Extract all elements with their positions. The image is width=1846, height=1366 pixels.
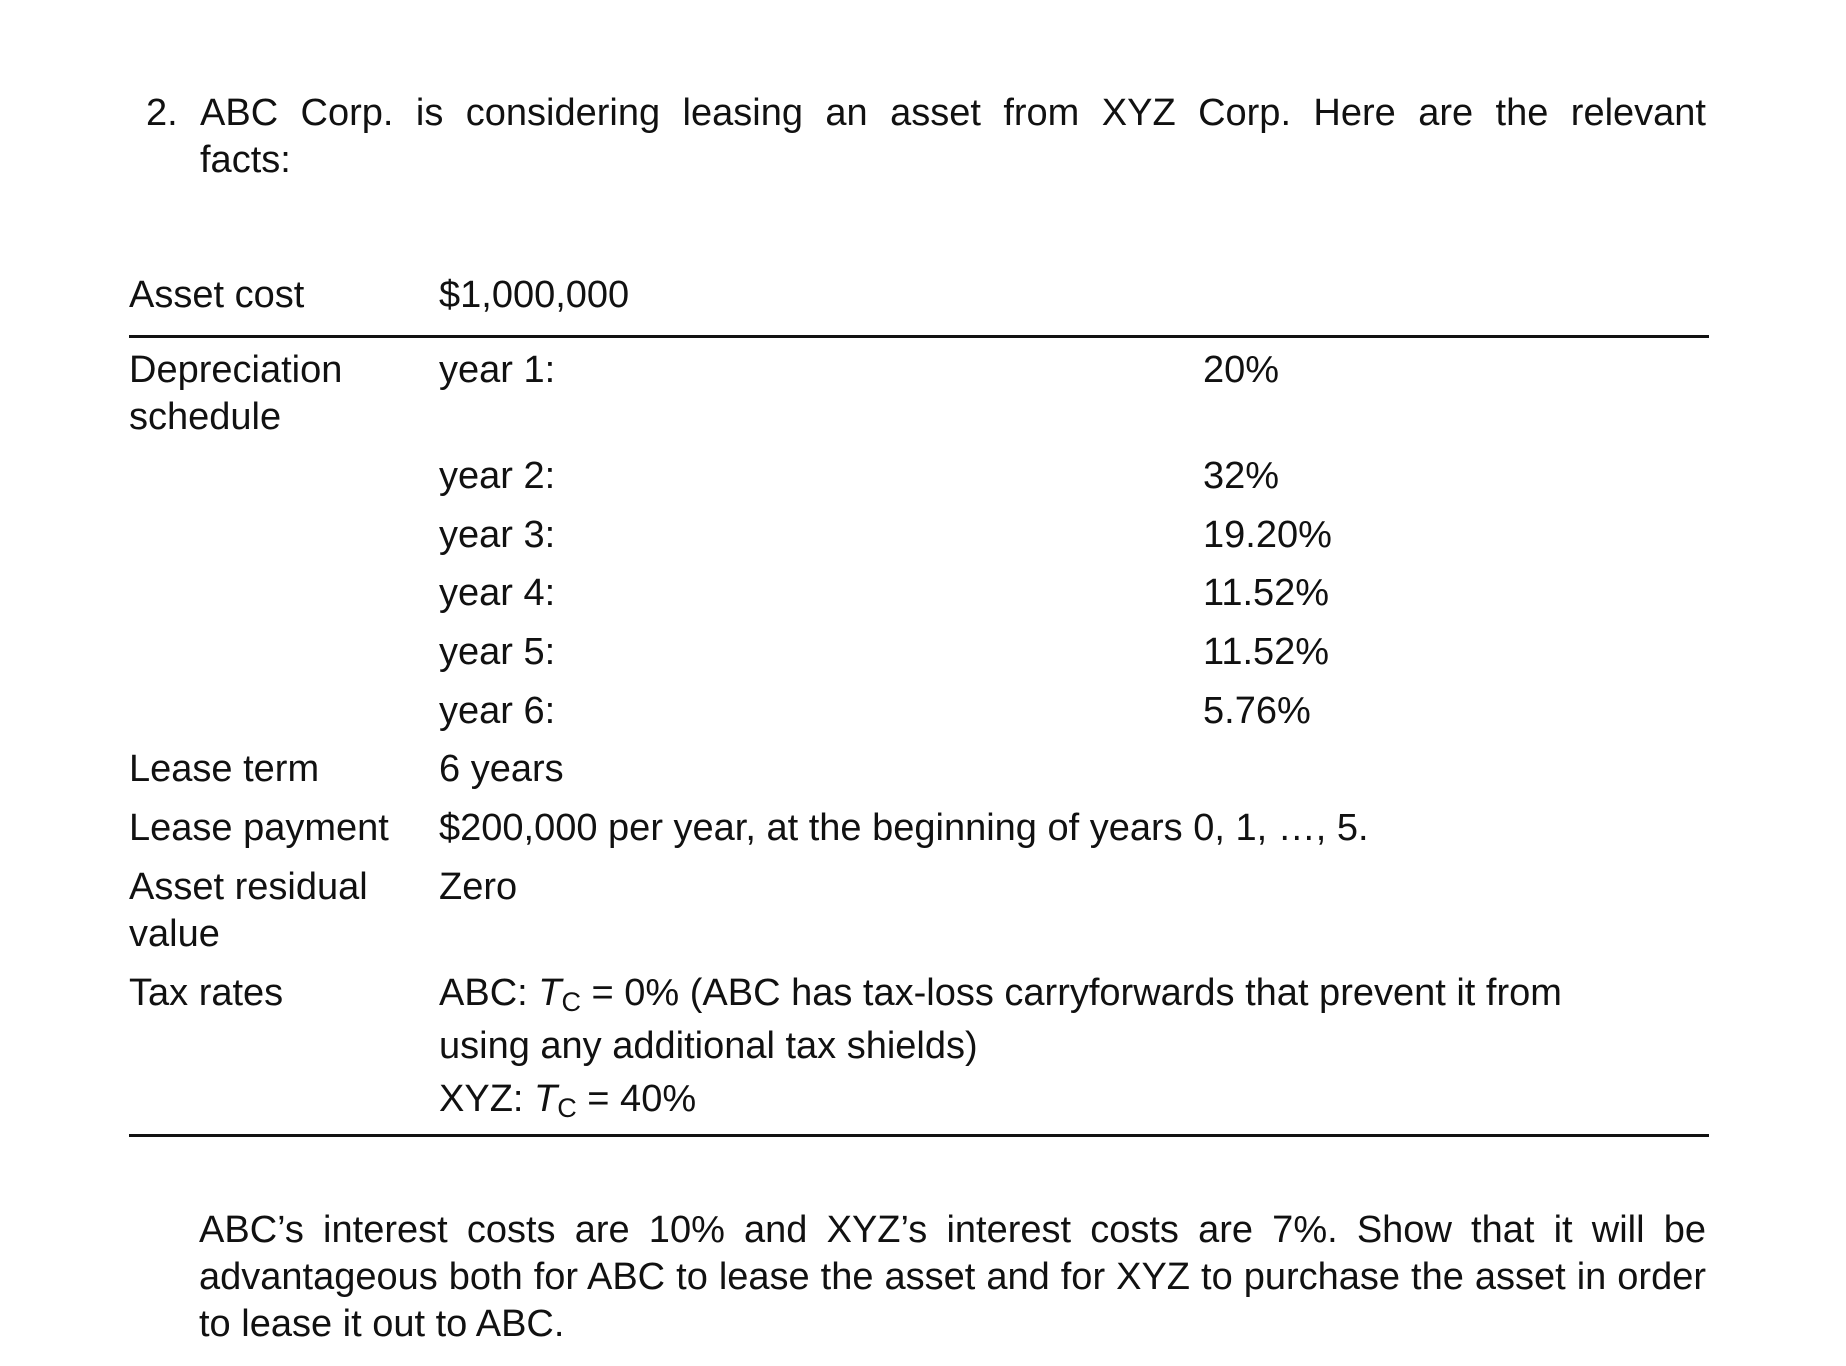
depreciation-label-line2: schedule (129, 396, 282, 438)
tax-symbol-t: T (534, 1078, 558, 1120)
residual-label (129, 864, 429, 958)
tax-xyz-prefix: XYZ: (439, 1078, 535, 1120)
tax-symbol (534, 1078, 577, 1123)
depreciation-year: year 3: (439, 514, 556, 556)
table-bottom-rule (129, 1134, 1709, 1137)
depreciation-year: year 2: (439, 455, 556, 497)
depreciation-label-line1: Depreciation (129, 349, 343, 391)
depreciation-pct: 11.52% (1203, 572, 1330, 614)
tax-symbol (538, 972, 581, 1017)
question-intro-line1: ABC Corp. is considering leasing an asset from XYZ Corp. Here are the relevant (200, 92, 1706, 134)
tax-abc-rate-line2: using any additional tax shields) (439, 1025, 978, 1067)
closing-paragraph: ABC’s interest costs are 10% and XYZ’s interest costs are 7%. Show that it will be advantageous both for ABC to lease the asset and for XYZ to purchase the asset in order to lease it out to ABC. (199, 1209, 1706, 1345)
lease-term-label: Lease term (129, 748, 320, 790)
asset-cost-value: $1,000,000 (439, 274, 630, 316)
depreciation-pct: 32% (1203, 455, 1280, 497)
tax-symbol-subscript: C (561, 987, 581, 1017)
depreciation-pct: 5.76% (1203, 690, 1311, 732)
depreciation-pct: 19.20% (1203, 514, 1332, 556)
depreciation-year: year 1: (439, 349, 556, 391)
depreciation-pct: 11.52% (1203, 631, 1330, 673)
question-intro-line2: facts: (200, 139, 291, 181)
question-number: 2. (146, 92, 178, 134)
tax-rates-label: Tax rates (129, 972, 284, 1014)
table-top-rule (129, 335, 1709, 338)
residual-label-line1: Asset residual (129, 866, 368, 908)
tax-rates-value (439, 967, 1562, 1126)
depreciation-pct: 20% (1203, 349, 1280, 391)
asset-cost-label: Asset cost (129, 274, 305, 316)
residual-label-line2: value (129, 913, 220, 955)
residual-value: Zero (439, 866, 518, 908)
depreciation-label (129, 347, 429, 441)
lease-term-value: 6 years (439, 748, 564, 790)
depreciation-year: year 4: (439, 572, 556, 614)
lease-payment-label: Lease payment (129, 807, 389, 849)
tax-symbol-subscript: C (557, 1093, 577, 1123)
lease-payment-value: $200,000 per year, at the beginning of years 0, 1, …, 5. (439, 807, 1369, 849)
tax-abc-prefix: ABC: (439, 972, 539, 1014)
facts-table (129, 0, 1709, 1366)
depreciation-year: year 6: (439, 690, 556, 732)
tax-abc-rate: = 0% (ABC has tax-loss carryforwards that prevent it from (580, 972, 1562, 1014)
tax-xyz-rate: = 40% (576, 1078, 697, 1120)
depreciation-year: year 5: (439, 631, 556, 673)
tax-symbol-t: T (538, 972, 562, 1014)
